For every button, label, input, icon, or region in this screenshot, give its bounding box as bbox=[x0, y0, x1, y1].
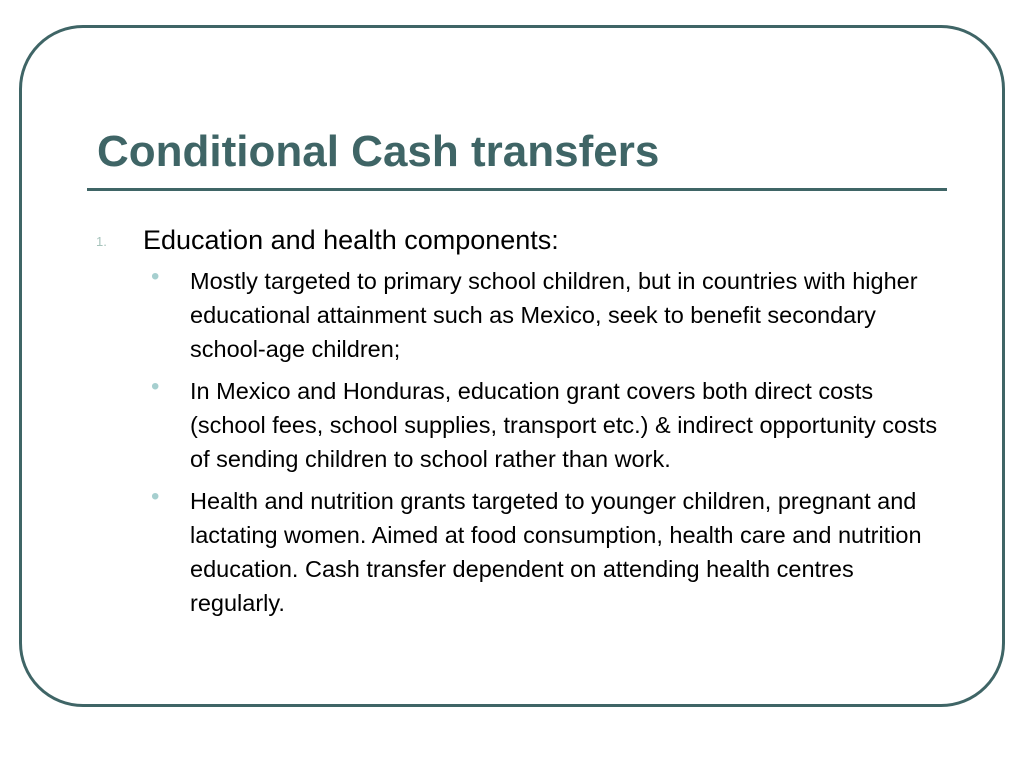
list-item bbox=[96, 222, 956, 258]
numbered-list bbox=[96, 222, 956, 258]
bullet-dot-icon: • bbox=[151, 373, 160, 400]
bullet-text: In Mexico and Honduras, education grant covers both direct costs (school fees, school supplies, transport etc.) & indirect opportunity costs of sending children to school rather than work. bbox=[190, 378, 938, 472]
bullet-text: Mostly targeted to primary school children, but in countries with higher educational attainment such as Mexico, seek to benefit secondary school-age children; bbox=[190, 268, 918, 362]
bullet-item bbox=[148, 374, 948, 476]
title-underline bbox=[87, 188, 947, 191]
bullet-item bbox=[148, 264, 948, 366]
bullet-text: Health and nutrition grants targeted to younger children, pregnant and lactating women. Aimed at food consumption, health care and nutrition education. Cash transfer dependent on attending health centres regularly. bbox=[190, 488, 922, 616]
bullet-dot-icon: • bbox=[151, 263, 160, 290]
list-item-text: Education and health components: bbox=[143, 225, 559, 255]
slide-title: Conditional Cash transfers bbox=[97, 127, 660, 176]
bullet-item bbox=[148, 484, 948, 620]
bullet-list bbox=[148, 264, 948, 628]
bullet-dot-icon: • bbox=[151, 483, 160, 510]
list-number: 1. bbox=[96, 234, 107, 249]
